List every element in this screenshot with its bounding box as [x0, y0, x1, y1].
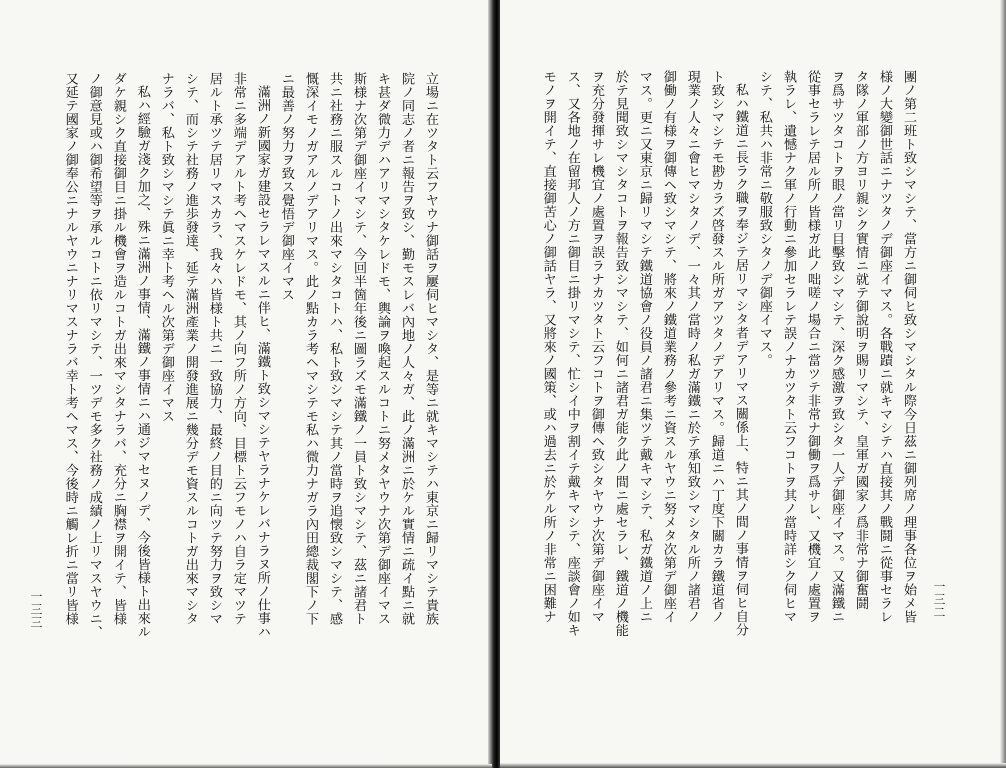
text-column: 從事セラレテ居ル所ノ皆様ガ此ノ咄嗟ノ場合ニ當ツテ非常ナ御働ヲ爲サレ、又機宜ノ處置ヲ	[804, 70, 820, 624]
text-column: 斯様ナ次第デ御座イマシテ、今回半箇年後ニ圖ラズモ滿鐵ノ一員ト致シマシテ、茲ニ諸君ト	[350, 72, 366, 626]
text-column: 團ノ第二班ト致シマシテ、當方ニ御伺ヒ致シマシタル際今日茲ニ御列席ノ理事各位ヲ始メ皆	[901, 70, 916, 624]
text-column: キ甚ダ微力デハアリマシタケレドモ、輿論ヲ喚起スルコトニ努メタヤウナ次第デ御座イマス	[374, 72, 390, 626]
text-column: 現業ノ人々ニ會ヒマシタノデ、一々其ノ當時ノ私ガ滿鐵ニ於テ承知致シマシタル所ノ諸君ノ	[684, 70, 700, 624]
text-column: 立場ニ在ツタト云フヤウナ御話ヲ屢伺ヒマシタ、是等ニ就キマシテハ東京ニ歸リマシテ貴族	[423, 72, 438, 626]
text-column: 院ノ同志ノ者ニ報告ヲ致シ、勤モスレバ內地ノ人々ガ、此ノ滿洲ニ於ケル實情ニ疏イ點ニ就	[398, 72, 414, 626]
page-edge-shadow	[0, 764, 492, 768]
text-column: 様ノ大變御世話ニナツタノデ御座イマス。各戰蹟ニ就キマシテハ直接其ノ戰鬪ニ從事セラレ	[876, 70, 892, 624]
page-number: 一三二	[932, 580, 946, 619]
right-page	[500, 0, 1006, 768]
text-column: タ隊ノ軍部ノ方ヨリ親シク實情ニ就テ御說明ヲ賜リマシテ、皇軍ガ國家ノ爲非常ナ御奮鬪	[852, 70, 868, 610]
text-column: 私ハ經驗ガ淺ク加之、殊ニ滿洲ノ事情、滿鐵ノ事情ニハ通ジマセヌノデ、今後皆様ト出來ル	[134, 85, 150, 639]
text-column: 共ニ社務ニ服スルコトノ出來マシタコトハ、私ト致シマシテ其ノ當時ヲ追懐致シマシテ、感	[326, 72, 342, 626]
text-column: ヲ充分發揮サレ機宜ノ處置ヲ誤ラナカツタト云フコトヲ御傳ヘ致シタヤウナ次第デ御座イマ	[588, 70, 604, 624]
page-edge-shadow	[500, 763, 1006, 768]
text-column: ト致シマシテモ尠カラズ啓發スル所ガアツタノデアリマス。歸道ニハ丁度下關カラ鐵道省ノ	[708, 70, 724, 624]
text-column: 滿洲ノ新國家ガ建設セラレマスルニ伴ヒ、滿鐵ト致シマシテヤラナケレバナラヌ所ノ仕事ハ	[254, 85, 270, 639]
text-column: ニ最善ノ努力ヲ致ス覺悟デ御座イマス	[278, 72, 294, 302]
left-page	[0, 0, 492, 768]
text-column: 御働ノ有様ヲ御傳ヘ致シマシテ、將來ノ鐵道業務ノ參考ニ資スルヤウニ努メタ次第デ御座イ	[660, 70, 676, 624]
text-column: ダケ親シク直接御目ニ掛ル機會ヲ造ルコトガ出來マシタナラバ、充分ニ胸襟ヲ開イテ、皆様	[110, 72, 126, 626]
page-number: 一三三	[29, 590, 43, 629]
page-edge-shadow	[1000, 0, 1006, 768]
text-column: ス、又各地ノ在留邦人ノ方ニ御目ニ掛リマシテ、忙シイ中ヲ割イテ戴キマシテ、座談會ノ如キ	[564, 70, 580, 637]
text-column: 於テ見聞致シマシタコトヲ報告致シマシテ、如何ニ諸君ガ能ク此ノ間ニ處セラレ、鐵道ノ機能	[612, 70, 628, 637]
text-column: 又延テ國家ノ御奉公ニナルヤウニナリマスナラバ幸ト考ヘマス、今後時ニ觸レ折ニ當リ皆様	[62, 72, 78, 626]
left-page-text	[58, 72, 442, 712]
text-column: シテ、私共ハ非常ニ敬服致シタノデ御座イマス。	[756, 70, 772, 367]
text-column: 居ルト承ツテ居リマスカラ、我々ハ皆様ト共ニ一致協力、最終ノ目的ニ向ツテ努力ヲ致シマ	[206, 72, 222, 626]
text-column: マス。更ニ又東京ニ歸リマシテ鐵道協會ノ役員ノ諸君ニ集ツテ戴キマシテ、私ガ鐵道ノ上ニ	[636, 70, 652, 624]
text-column: 慨深イモノガアルノデアリマス。此ノ點カラ考ヘマシテモ私ハ微力ナガラ內田總裁閣下ノ下	[302, 72, 318, 626]
text-column: 執ラレ、遺憾ナク軍ノ行動ニ參加セラレテ誤ノナカツタト云フコトヲ其ノ當時詳シク伺ヒマ	[780, 70, 796, 624]
text-column: ヲ爲サツタコトヲ眼ノ當リ目擊致シマシテ、深ク感激ヲ致シタ一人デ御座イマス。又滿鐵ニ	[828, 70, 844, 624]
text-column: 非常ニ多端デアルト考ヘマスケレドモ、其ノ向フ所ノ方向、目標ト云フモノハ自ラ定マツテ	[230, 72, 246, 626]
text-column: シテ、而シテ社務ノ進歩發達、延テ滿洲產業ノ開發進展ニ幾分デモ資スルコトガ出來マシタ	[182, 72, 198, 626]
text-column: ナラバ、私ト致シマシテ眞ニ幸ト考ヘル次第デ御座イマス	[158, 72, 174, 423]
text-column: モノヲ開イテ、直接御苦心ノ御話ヤラ、又將來ノ國策、或ハ過去ニ於ケル所ノ非常ニ困難ナ	[540, 70, 556, 624]
text-column: ノ御意見或ハ御希望等ヲ承ルコトニ依リマシテ、一ツデモ多ク社務ノ成績ノ上リマスヤウニ、	[86, 72, 102, 639]
text-column: 私ハ鐵道ニ長ラク職ヲ奉ジテ居リマシタ者デアリマス關係上、特ニ其ノ間ノ事情ヲ伺ヒ自分	[732, 83, 748, 637]
right-page-text	[536, 70, 920, 710]
